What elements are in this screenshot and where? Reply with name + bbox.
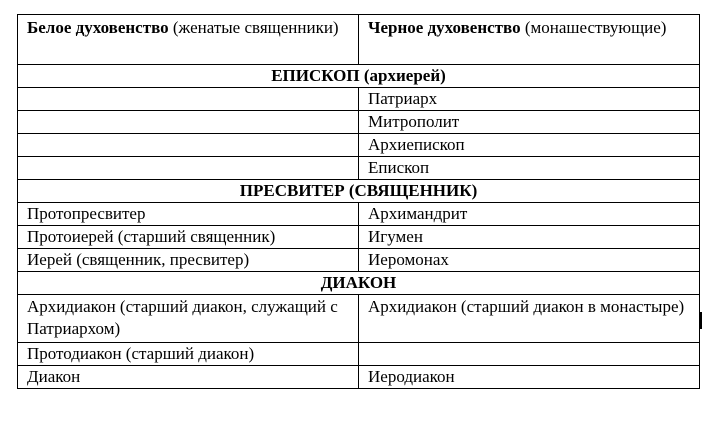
black-clergy-cell: Архиепископ (359, 134, 700, 157)
header-white-note: (женатые священники) (168, 18, 339, 37)
header-black-clergy (359, 15, 700, 65)
black-clergy-cell: Игумен (359, 226, 700, 249)
table-row (18, 157, 700, 180)
black-clergy-cell: Иеродиакон (359, 366, 700, 389)
table-row (18, 111, 700, 134)
header-white-title: Белое духовенство (27, 18, 169, 37)
black-clergy-cell: Архимандрит (359, 203, 700, 226)
black-clergy-cell: Патриарх (359, 88, 700, 111)
black-clergy-cell (359, 343, 700, 366)
black-clergy-cell: Митрополит (359, 111, 700, 134)
section-row-presbyter (18, 180, 700, 203)
table-row (18, 295, 700, 343)
table-row (18, 88, 700, 111)
table-row (18, 226, 700, 249)
white-clergy-cell: Иерей (священник, пресвитер) (18, 249, 359, 272)
header-white-clergy (18, 15, 359, 65)
header-black-title: Черное духовенство (368, 18, 521, 37)
table-row (18, 249, 700, 272)
section-row-bishop (18, 65, 700, 88)
section-title-presbyter: ПРЕСВИТЕР (СВЯЩЕННИК) (18, 180, 700, 203)
section-title-bishop: ЕПИСКОП (архиерей) (18, 65, 700, 88)
table-row (18, 343, 700, 366)
table-row (18, 203, 700, 226)
section-title-deacon: ДИАКОН (18, 272, 700, 295)
white-clergy-cell: Протоиерей (старший священник) (18, 226, 359, 249)
clergy-hierarchy-table (17, 14, 700, 389)
section-row-deacon (18, 272, 700, 295)
text-cursor (700, 312, 702, 329)
white-clergy-cell: Архидиакон (старший диакон, служащий с Патриархом) (18, 295, 359, 343)
table-row (18, 134, 700, 157)
header-black-note: (монашествующие) (520, 18, 667, 37)
table-row (18, 366, 700, 389)
black-clergy-cell: Епископ (359, 157, 700, 180)
white-clergy-cell (18, 157, 359, 180)
white-clergy-cell: Диакон (18, 366, 359, 389)
white-clergy-cell: Протопресвитер (18, 203, 359, 226)
black-clergy-cell: Архидиакон (старший диакон в монастыре) (359, 295, 700, 343)
white-clergy-cell (18, 88, 359, 111)
white-clergy-cell (18, 111, 359, 134)
white-clergy-cell: Протодиакон (старший диакон) (18, 343, 359, 366)
white-clergy-cell (18, 134, 359, 157)
black-clergy-cell: Иеромонах (359, 249, 700, 272)
table-header-row (18, 15, 700, 65)
